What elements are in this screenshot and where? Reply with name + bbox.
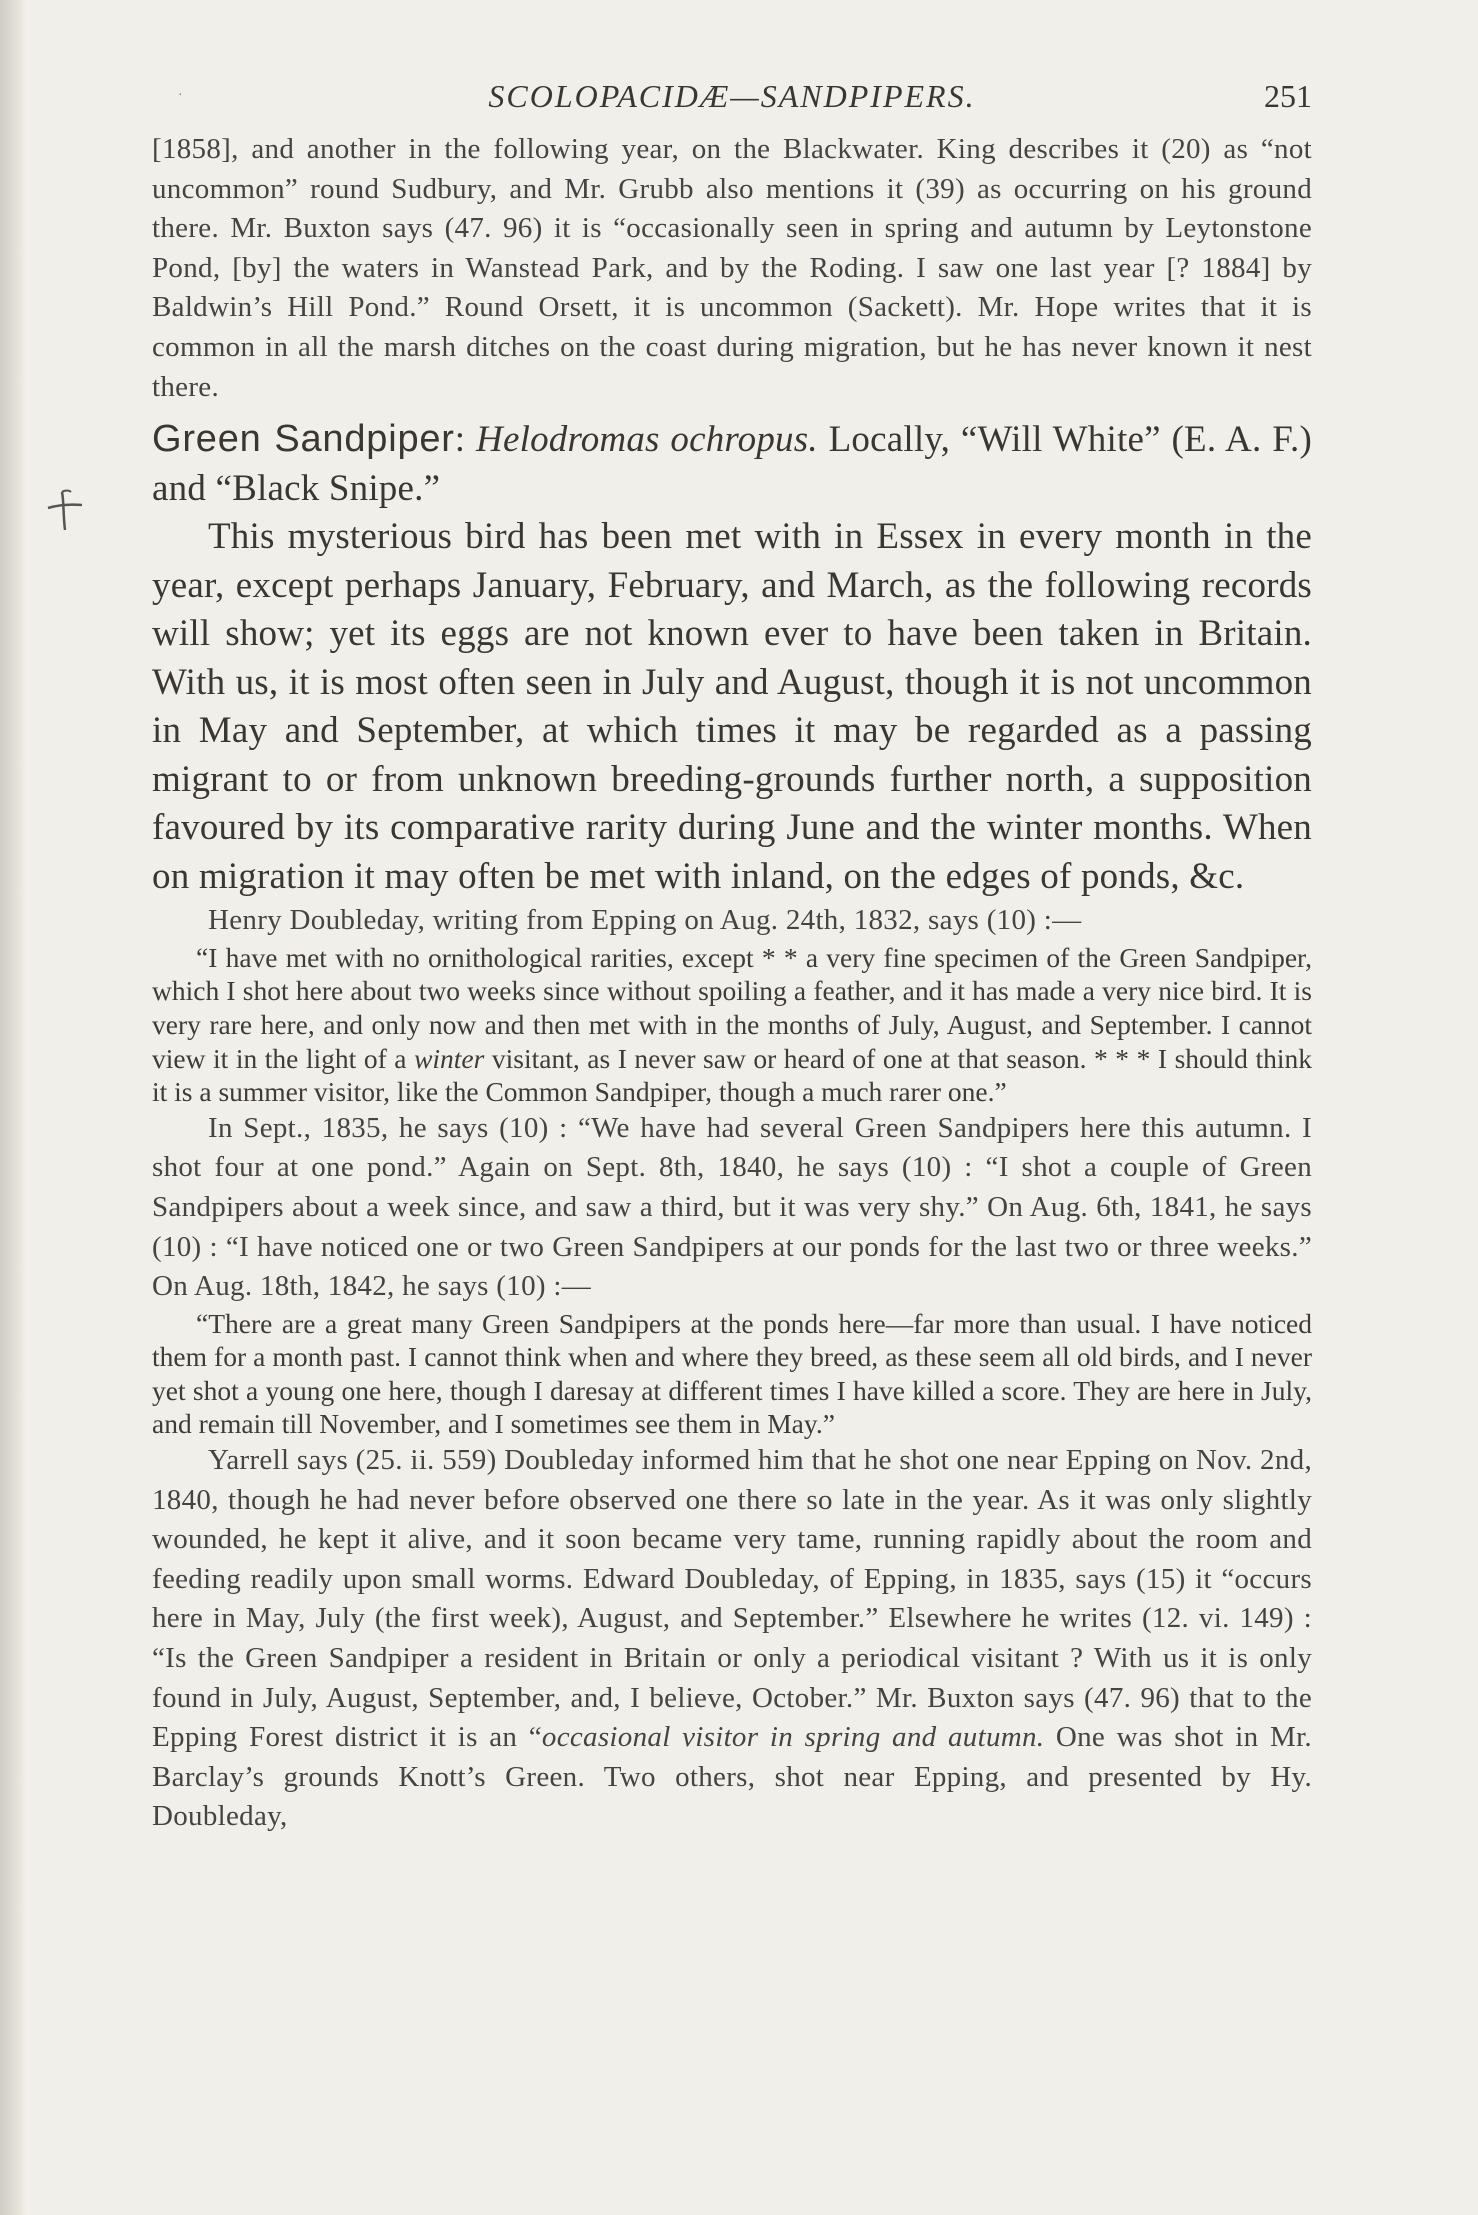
- book-page: [152, 70, 1312, 1837]
- page-gutter-shadow: [0, 0, 26, 2215]
- quote-doubleday-1842: “There are a great many Green Sandpipers at the ponds here—far more than usual. I have noticed them for a month past. I cannot think when and where they breed, as these seem all old birds, and I never yet shot a young one here, though I daresay at different times I have killed a score. They are here in July, and remain till November, and I sometimes see them in May.”: [152, 1307, 1312, 1440]
- species-name: Green Sandpiper: [152, 418, 455, 461]
- cross-mark-icon: [38, 478, 88, 538]
- quote1-text-after: visitant, as I never saw or heard of one at that season. * * * I should think it is a summer visitor, like the Common Sandpiper, though a much rarer one.”: [152, 1042, 1312, 1108]
- yarrell-italic: occasional visitor in spring and autumn.: [541, 1721, 1045, 1754]
- continuation-paragraph: [1858], and another in the following year, on the Blackwater. King describes it (20) as “not uncommon” round Sudbury, and Mr. Grubb also mentions it (39) as occurring on his ground there. Mr. Buxton says (47. 96) it is “occasionally seen in spring and autumn by Leytonstone Pond, [by] the waters in Wanstead Park, and by the Roding. I saw one last year [? 1884] by Baldwin’s Hill Pond.” Round Orsett, it is uncommon (Sackett). Mr. Hope writes that it is common in all the marsh ditches on the coast during migration, but he has never known it nest there.: [152, 133, 1312, 403]
- yarrell-text-before: Yarrell says (25. ii. 559) Doubleday informed him that he shot one near Epping on Nov. 2nd, 1840, though he had never before observed one there so late in the year. As it was only slightly wounded, he kept it alive, and it soon became very tame, running rapidly about the room and feeding readily upon small worms. Edward Doubleday, of Epping, in 1835, says (15) it “occurs here in May, July (the first week), August, and September.” Elsewhere he writes (12. vi. 149) : “Is the Green Sandpiper a resident in Britain or only a periodical visitant ? With us it is only found in July, August, September, and, I believe, October.” Mr. Buxton says (47. 96) that to the Epping Forest district it is an “: [152, 1444, 1312, 1754]
- yarrell-paragraph: [152, 1441, 1312, 1837]
- doubleday-intro: Henry Doubleday, writing from Epping on Aug. 24th, 1832, says (10) :—: [208, 904, 1082, 937]
- species-latin-name: Helodromas ochropus.: [476, 419, 818, 461]
- species-local-names: Locally, “Will White” (E. A. F.) and “Black Snipe.”: [152, 419, 1312, 509]
- quote1-italic: winter: [414, 1042, 485, 1074]
- page-number: 251: [1264, 78, 1312, 114]
- quote-doubleday-1832: [152, 941, 1312, 1109]
- sept-paragraph: In Sept., 1835, he says (10) : “We have had several Green Sandpipers here this autumn. I shot four at one pond.” Again on Sept. 8th, 1840, he says (10) : “I shot a couple of Green Sandpipers about a week since, and saw a third, but it was very shy.” On Aug. 6th, 1841, he says (10) : “I have noticed one or two Green Sandpipers at our ponds for the last two or three weeks.” On Aug. 18th, 1842, he says (10) :—: [152, 1111, 1312, 1303]
- quote1-text-before: “I have met with no ornithological rarities, except * * a very fine specimen of the Green Sandpiper, which I shot here about two weeks since without spoiling a feather, and it has made a very nice bird. It is very rare here, and only now and then met with in the months of July, August, and September. I cannot view it in the light of a: [152, 941, 1312, 1074]
- running-header: [152, 70, 1312, 130]
- yarrell-text-after: One was shot in Mr. Barclay’s grounds Knott’s Green. Two others, shot near Epping, and presented by Hy. Doubleday,: [152, 1721, 1312, 1833]
- intro-paragraph: This mysterious bird has been met with in Essex in every month in the year, except perhaps January, February, and March, as the following records will show; yet its eggs are not known ever to have been taken in Britain. With us, it is most often seen in July and August, though it is not uncommon in May and September, at which times it may be regarded as a passing migrant to or from unknown breeding-grounds further north, a supposition favoured by its comparative rarity during June and the winter months. When on migration it may often be met with inland, on the edges of ponds, &c.: [152, 516, 1312, 897]
- heading-colon: :: [454, 419, 477, 461]
- species-heading: [152, 415, 1312, 513]
- header-dot: ·: [178, 88, 183, 103]
- running-title: SCOLOPACIDÆ—SANDPIPERS.: [488, 78, 976, 114]
